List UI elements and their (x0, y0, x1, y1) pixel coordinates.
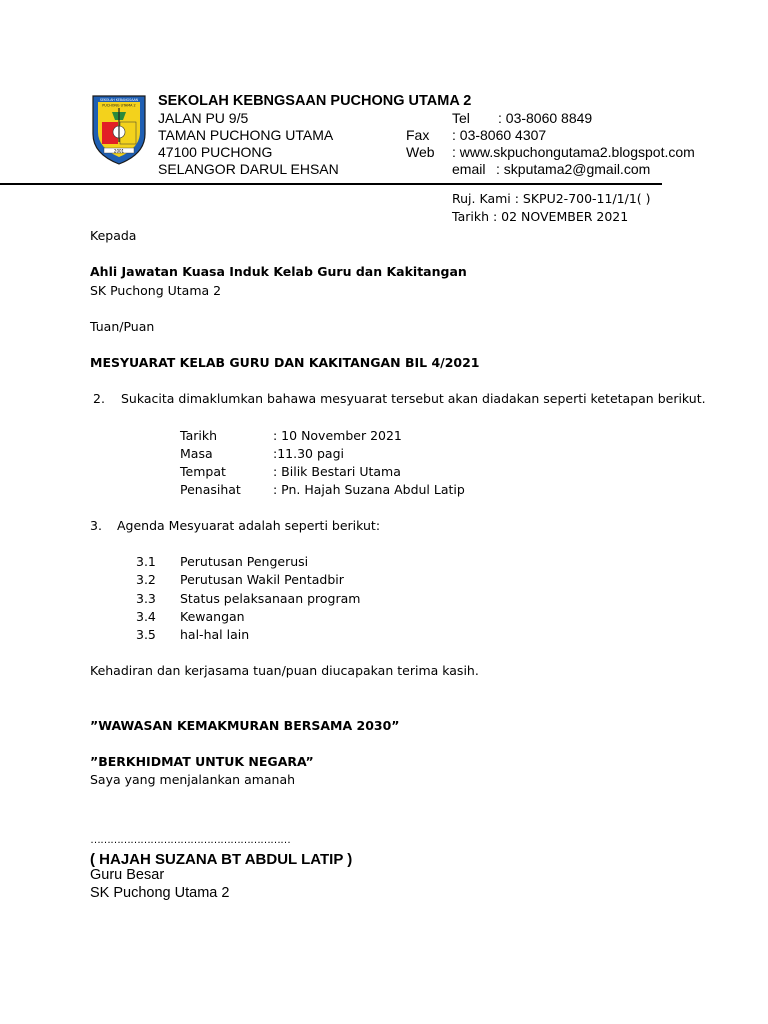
agenda-item: hal-hal lain (180, 627, 250, 642)
address-line-3: 47100 PUCHONG (158, 144, 273, 160)
motto-vision: ”WAWASAN KEMAKMURAN BERSAMA 2030” (90, 718, 400, 733)
agenda-item: Status pelaksanaan program (180, 591, 361, 606)
closing-text: Kehadiran dan kerjasama tuan/puan diucapakan terima kasih. (90, 663, 479, 678)
agenda-num: 3.2 (136, 572, 156, 587)
trust-line: Saya yang menjalankan amanah (90, 772, 296, 787)
detail-label-date: Tarikh (180, 428, 217, 443)
email-value: : skputama2@gmail.com (496, 161, 651, 177)
address-line-1: JALAN PU 9/5 (158, 110, 249, 126)
detail-label-time: Masa (180, 446, 213, 461)
header-divider (0, 183, 662, 185)
agenda-num: 3.3 (136, 591, 156, 606)
detail-label-advisor: Penasihat (180, 482, 241, 497)
para3-text: Agenda Mesyuarat adalah seperti berikut: (117, 518, 381, 533)
signatory-org: SK Puchong Utama 2 (90, 885, 230, 901)
fax-value: : 03-8060 4307 (452, 127, 547, 143)
detail-value-advisor: : Pn. Hajah Suzana Abdul Latip (273, 482, 465, 497)
salutation: Tuan/Puan (90, 319, 155, 334)
para2-number: 2. (93, 391, 105, 406)
detail-label-venue: Tempat (180, 464, 226, 479)
email-label: email (452, 161, 486, 177)
tel-label: Tel (452, 110, 470, 126)
logo-text-top: SEKOLAH KEBANGSAAN (99, 98, 139, 102)
detail-value-time: :11.30 pagi (273, 446, 344, 461)
logo-text-bottom: PUCHONG UTAMA 2 (102, 103, 136, 108)
signatory-name: ( HAJAH SUZANA BT ABDUL LATIP ) (90, 851, 353, 868)
school-name: SEKOLAH KEBNGSAAN PUCHONG UTAMA 2 (158, 93, 472, 109)
subject: MESYUARAT KELAB GURU DAN KAKITANGAN BIL 4/2021 (90, 355, 480, 370)
web-label: Web (406, 144, 435, 160)
agenda-num: 3.4 (136, 609, 156, 624)
motto-service: ”BERKHIDMAT UNTUK NEGARA” (90, 754, 314, 769)
signature-line: …………………………………………………… (90, 834, 290, 846)
web-value: : www.skpuchongutama2.blogspot.com (452, 144, 695, 160)
kepada: Kepada (90, 228, 137, 243)
reference-number: Ruj. Kami : SKPU2-700-11/1/1( ) (452, 191, 651, 206)
para3-number: 3. (90, 518, 102, 533)
agenda-item: Perutusan Wakil Pentadbir (180, 572, 344, 587)
agenda-num: 3.1 (136, 554, 156, 569)
tel-value: : 03-8060 8849 (498, 110, 593, 126)
address-line-2: TAMAN PUCHONG UTAMA (158, 127, 334, 143)
school-logo-crest (90, 92, 148, 166)
recipient: Ahli Jawatan Kuasa Induk Kelab Guru dan Kakitangan (90, 264, 467, 279)
detail-value-date: : 10 November 2021 (273, 428, 402, 443)
agenda-item: Kewangan (180, 609, 245, 624)
agenda-item: Perutusan Pengerusi (180, 554, 309, 569)
logo-year: 2001 (113, 148, 125, 154)
recipient-org: SK Puchong Utama 2 (90, 283, 222, 298)
detail-value-venue: : Bilik Bestari Utama (273, 464, 401, 479)
agenda-num: 3.5 (136, 627, 156, 642)
fax-label: Fax (406, 127, 430, 143)
reference-date: Tarikh : 02 NOVEMBER 2021 (452, 209, 629, 224)
para2-text: Sukacita dimaklumkan bahawa mesyuarat tersebut akan diadakan seperti ketetapan berikut. (121, 391, 706, 406)
address-line-4: SELANGOR DARUL EHSAN (158, 161, 339, 177)
signatory-title: Guru Besar (90, 867, 165, 883)
